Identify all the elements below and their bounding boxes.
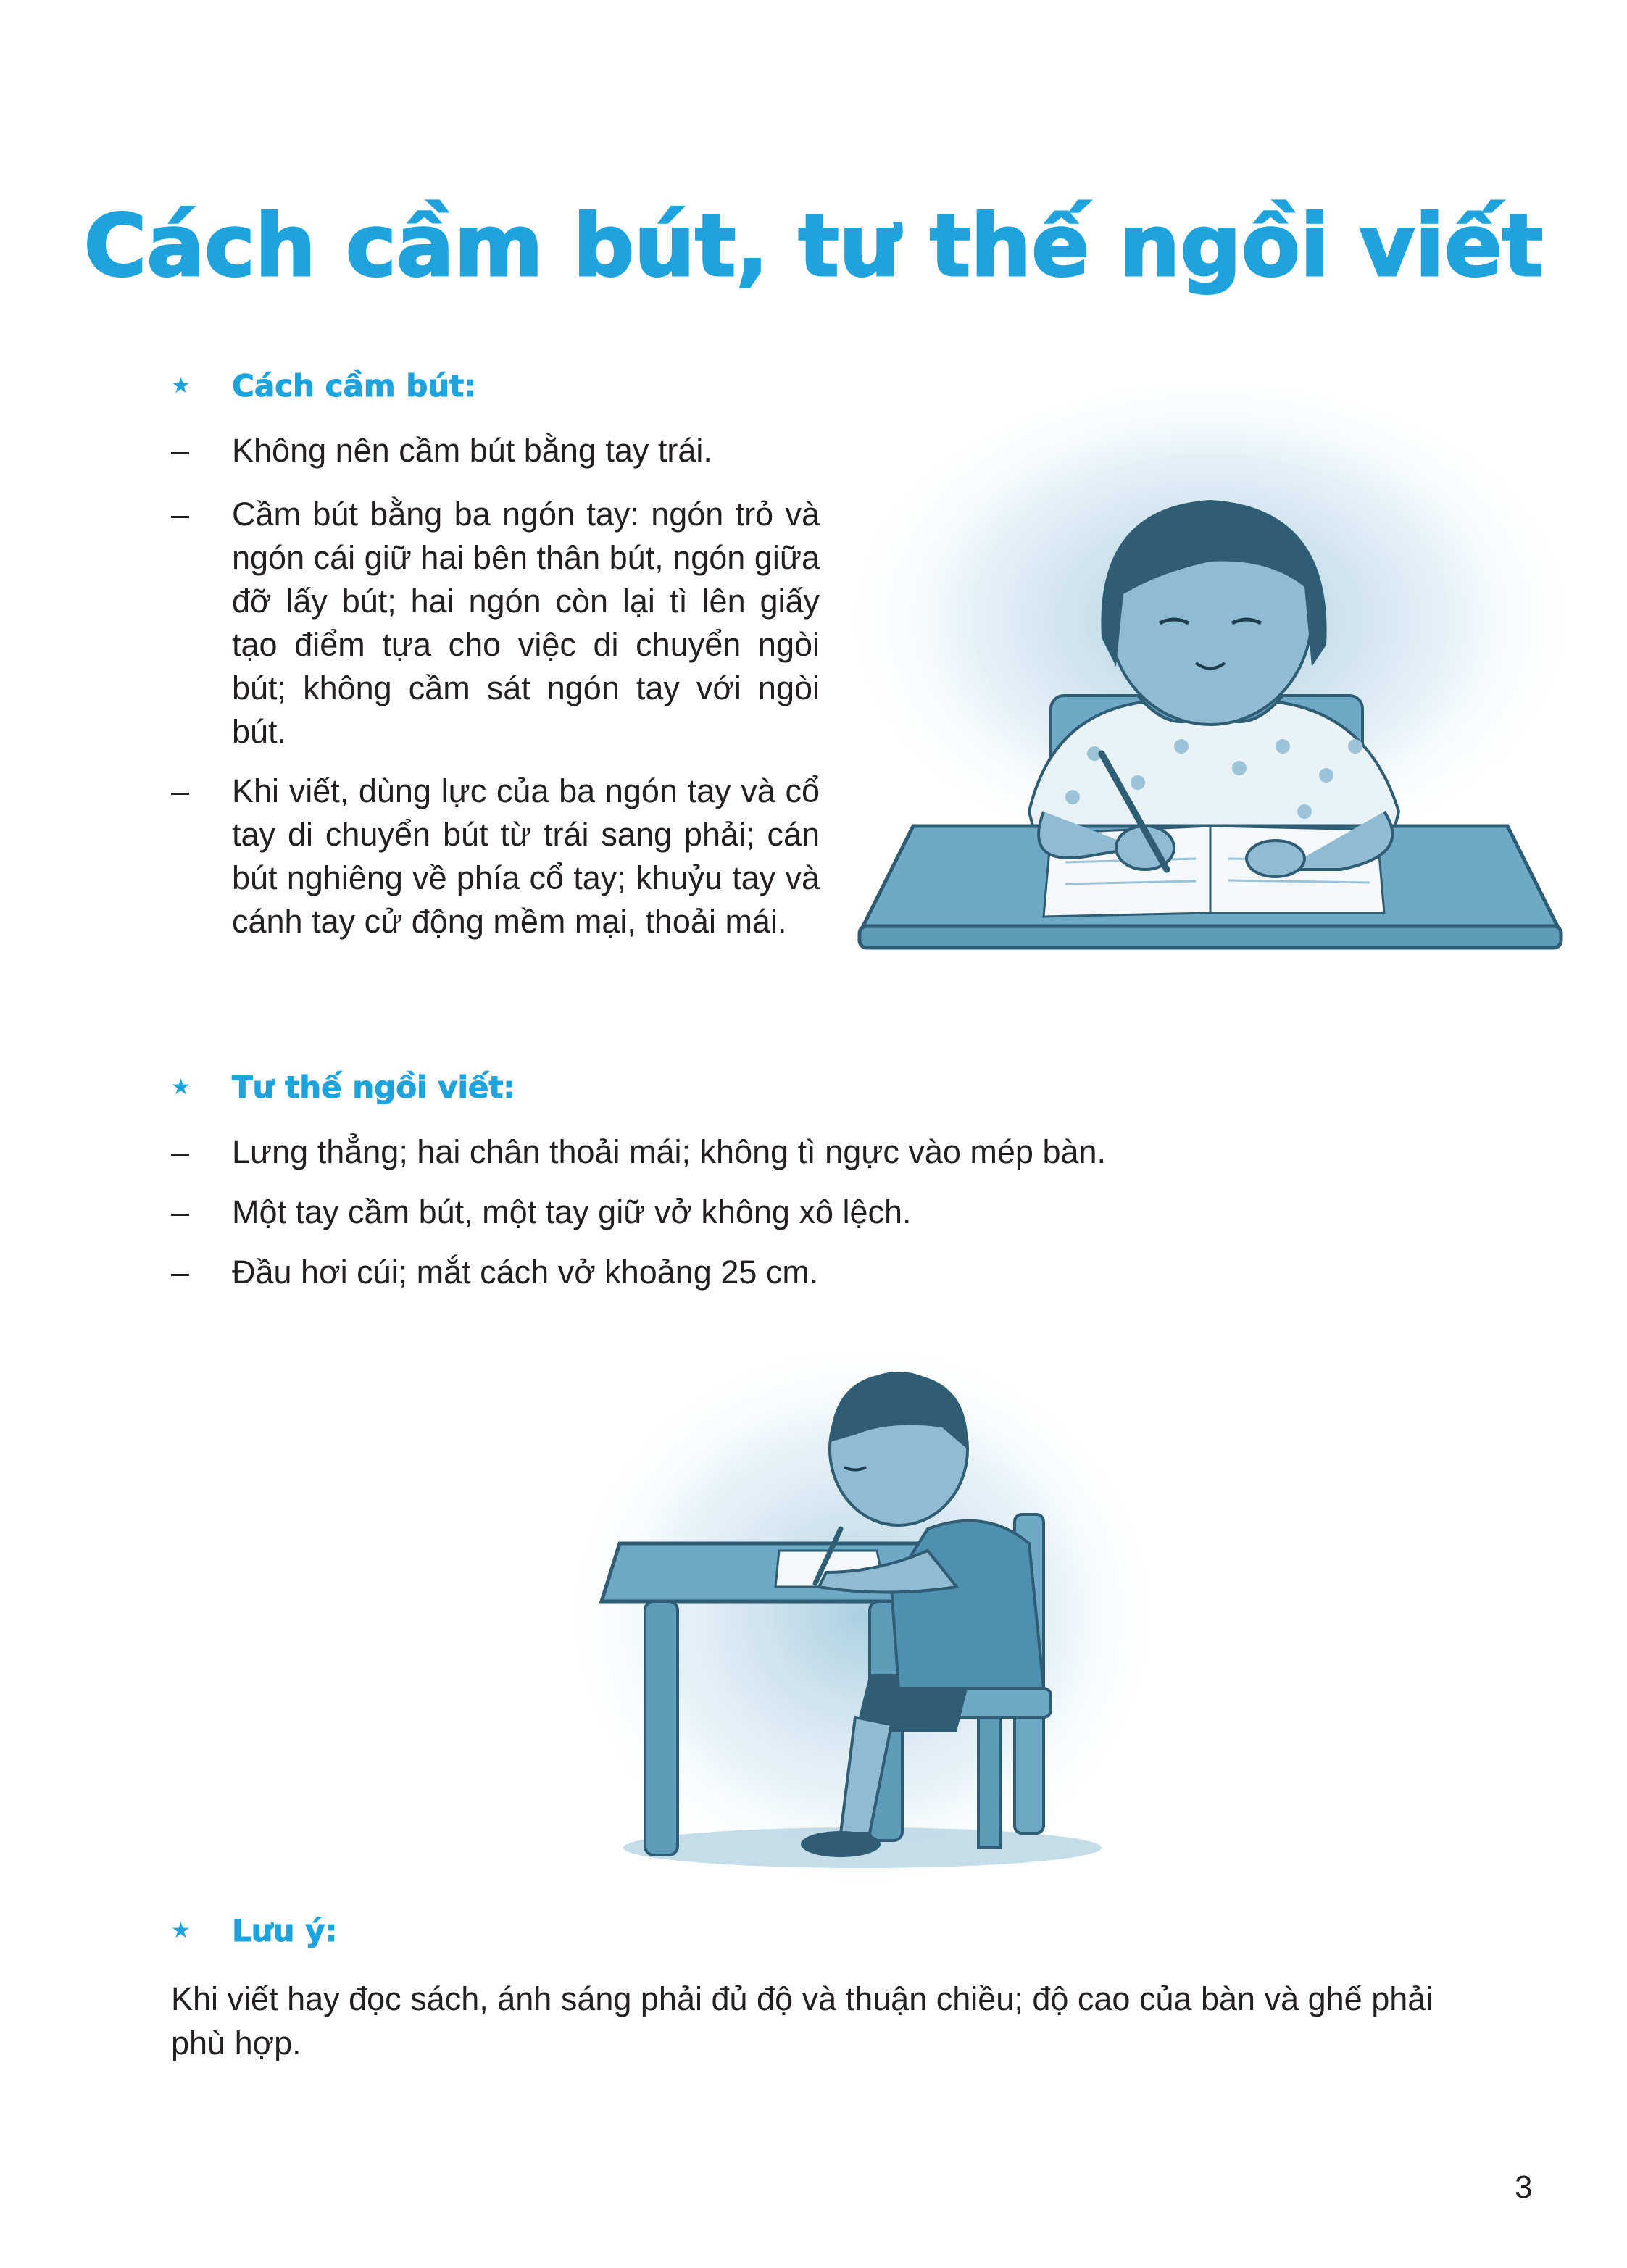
star-icon: ★ — [171, 1075, 191, 1100]
list-item — [171, 493, 820, 754]
section-heading-label: Lưu ý: — [232, 1913, 338, 1948]
list-item — [171, 1251, 1258, 1294]
section-heading-label: Cách cầm bút: — [232, 368, 477, 404]
section-heading-holding-pen — [171, 368, 476, 404]
list-item-text: Một tay cầm bút, một tay giữ vở không xô lệch. — [232, 1193, 912, 1230]
section-heading-sitting-posture — [171, 1070, 515, 1105]
note-text: Khi viết hay đọc sách, ánh sáng phải đủ độ và thuận chiều; độ cao của bàn và ghế phải phù hợp. — [171, 1980, 1433, 2061]
list-item-text: Đầu hơi cúi; mắt cách vở khoảng 25 cm. — [232, 1254, 819, 1291]
dash-bullet: – — [171, 496, 190, 533]
list-item — [171, 770, 820, 943]
list-item-text: Không nên cầm bút bằng tay trái. — [232, 432, 712, 469]
boy-sitting-illustration — [551, 1312, 1160, 1891]
dash-bullet: – — [171, 772, 190, 809]
list-item — [171, 1191, 1258, 1234]
list-item-text: Khi viết, dùng lực của ba ngón tay và cổ tay di chuyển bút từ trái sang phải; cán bút nghiêng về phía cổ tay; khuỷu tay và cánh tay cử động mềm mại, thoải mái. — [232, 772, 820, 940]
dash-bullet: – — [171, 432, 190, 469]
list-item — [171, 429, 823, 472]
list-item-text: Cầm bút bằng ba ngón tay: ngón trỏ và ngón cái giữ hai bên thân bút, ngón giữa đỡ lấy bút; hai ngón còn lại tì lên giấy tạo điểm tựa cho việc di chuyển ngòi bút; không cầm sát ngón tay với ngòi bút. — [232, 496, 820, 750]
list-item-text: Lưng thẳng; hai chân thoải mái; không tì ngực vào mép bàn. — [232, 1133, 1107, 1170]
section-heading-note — [171, 1913, 337, 1948]
star-icon: ★ — [171, 1918, 191, 1943]
page-title: Cách cầm bút, tư thế ngồi viết — [83, 196, 1544, 296]
dash-bullet: – — [171, 1133, 190, 1170]
dash-bullet: – — [171, 1254, 190, 1291]
page-number: 3 — [1515, 2169, 1533, 2205]
section-heading-label: Tư thế ngồi viết: — [232, 1070, 516, 1105]
list-item — [171, 1130, 1258, 1174]
star-icon: ★ — [171, 373, 191, 399]
girl-writing-illustration — [833, 406, 1580, 985]
dash-bullet: – — [171, 1193, 190, 1230]
